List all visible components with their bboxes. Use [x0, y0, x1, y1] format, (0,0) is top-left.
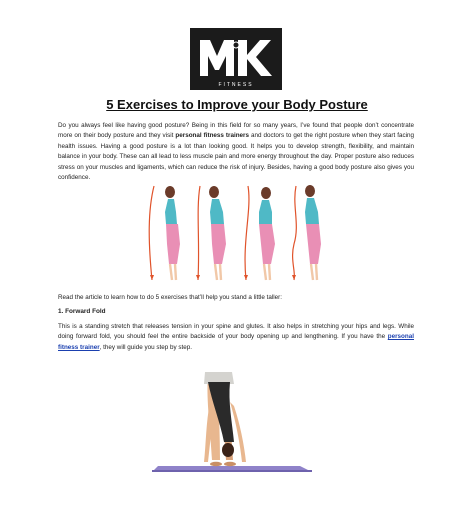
- logo-subtext: FITNESS: [218, 82, 254, 88]
- intro-bold-link: personal fitness trainers: [175, 132, 249, 140]
- intro-text-1: Do you always feel like having good posture? Being in this field for so many years, I’ve found that people don’t concentrate more on their body posture and they visit: [58, 122, 414, 140]
- section1-text-1: This is a standing stretch that releases tension in your spine and glutes. It also helps in stretching your hips and legs. While doing forward fold, you should feel the entire backside of your body opening up and lengthening. If you have the: [58, 323, 414, 341]
- intro-text-2: and doctors to get the right posture when they start facing health issues. Having a good posture is a lot than looking good. It helps you to develop strength, flexibility, and maintain balance in your body. These can all lead to less muscle pain and more energy throughout the day. Proper posture also reduces stress on your muscles and ligaments, which can reduce the risk of injury. Besides, having a good body posture also gives you confidence.: [58, 132, 414, 182]
- forward-fold-paragraph: [58, 322, 414, 353]
- posture-figures-image: [140, 180, 336, 284]
- brand-logo: [190, 28, 282, 90]
- personal-fitness-trainer-link[interactable]: personal fitness trainer: [58, 333, 414, 351]
- forward-fold-image: [150, 372, 320, 472]
- intro-paragraph: [58, 121, 414, 183]
- section1-text-2: , they will guide you step by step.: [99, 343, 193, 351]
- section-heading-forward-fold: 1. Forward Fold: [58, 308, 106, 315]
- page-title: 5 Exercises to Improve your Body Posture: [106, 97, 368, 112]
- lead-paragraph: Read the article to learn how to do 5 exercises that’ll help you stand a little taller:: [58, 294, 283, 301]
